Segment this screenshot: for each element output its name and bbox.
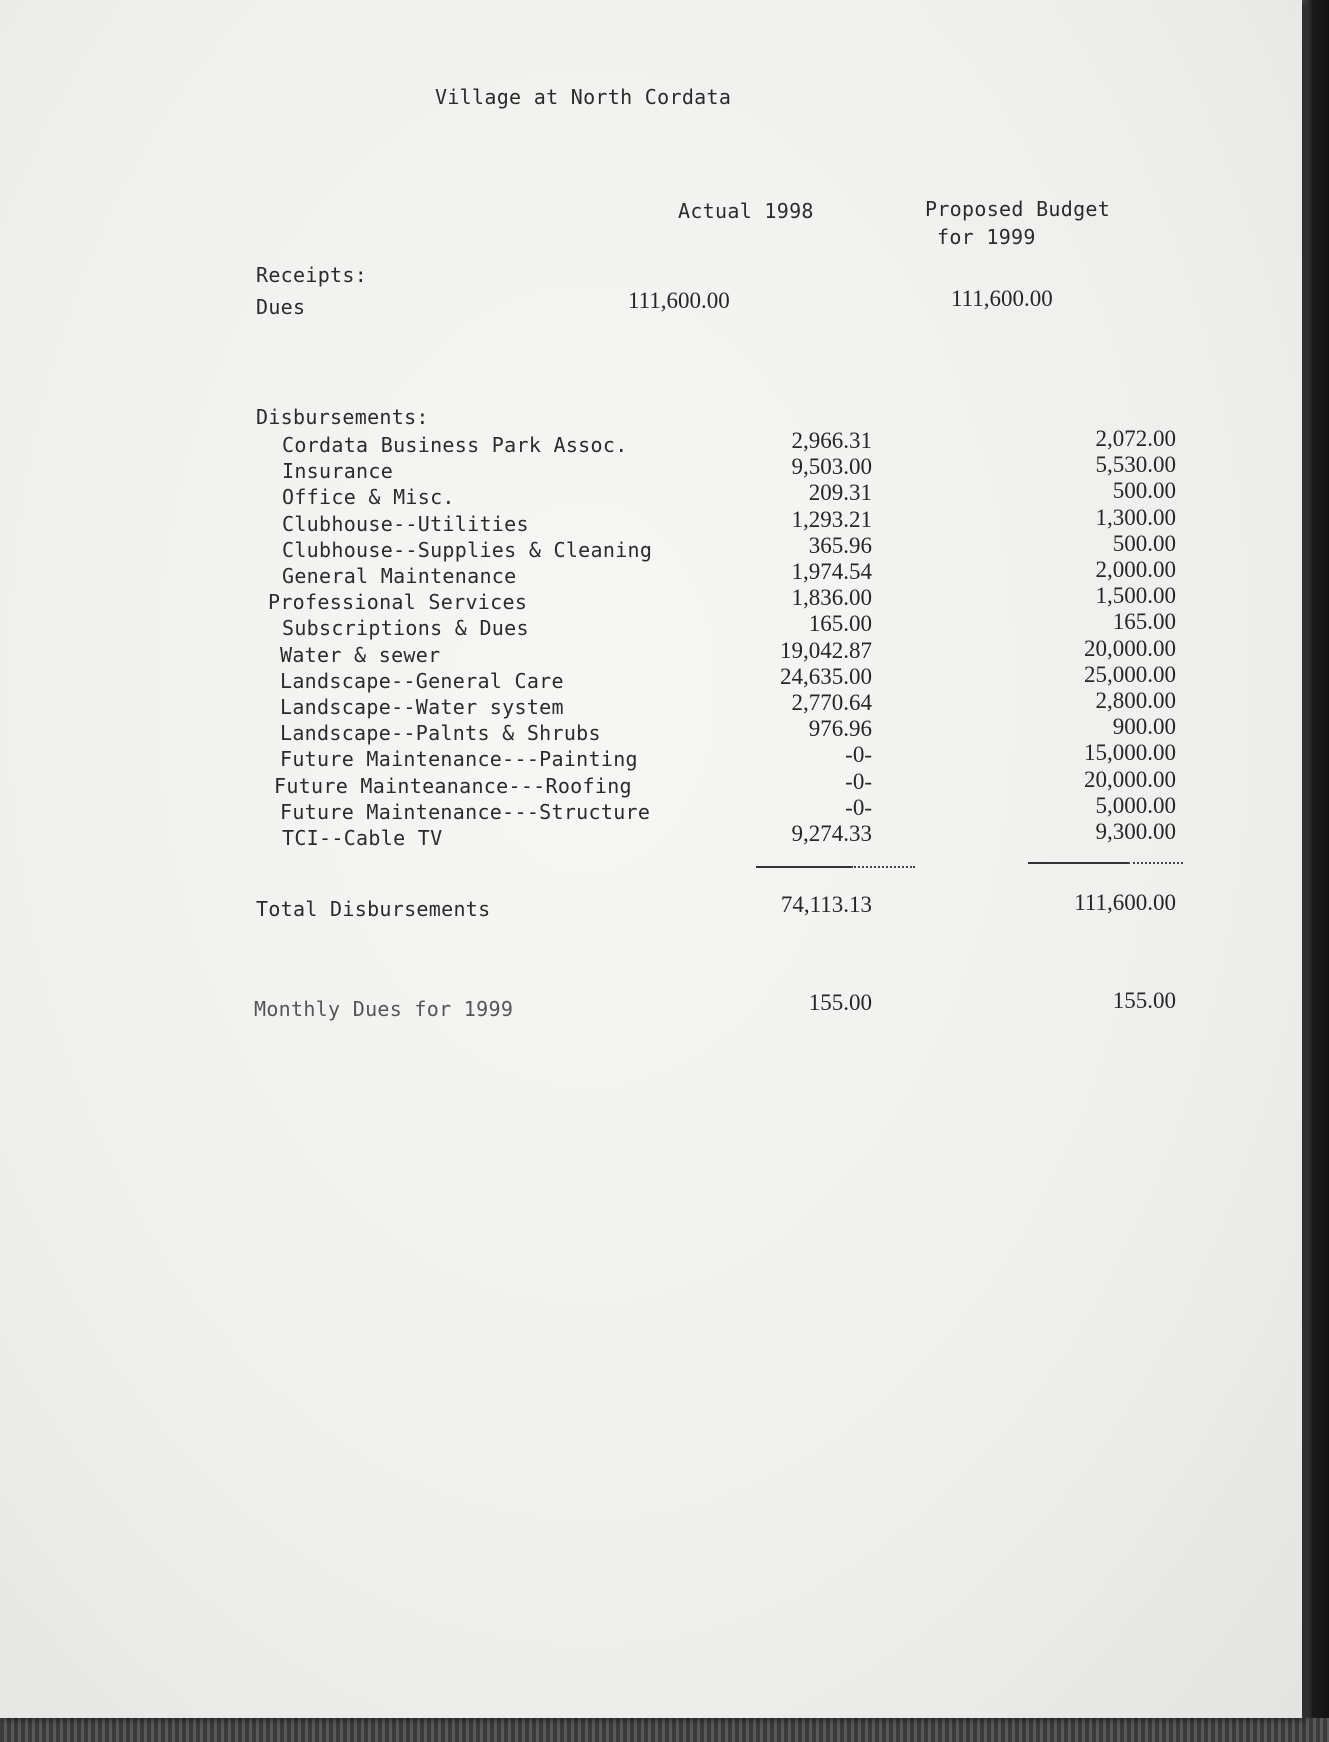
column-header-proposed-line1: Proposed Budget [925,197,1111,221]
actual-sum-rule [756,866,851,868]
disbursement-actual: 976.96 [808,716,872,741]
disbursement-proposed: 9,300.00 [1095,819,1176,844]
disbursement-actual: 365.96 [808,533,872,558]
disbursement-proposed: 1,500.00 [1095,583,1176,608]
disbursement-actual: 2,966.31 [791,428,872,453]
disbursement-label: Future Maintenance---Structure [280,800,651,824]
document-title: Village at North Cordata [435,85,732,109]
disbursement-label: Office & Misc. [282,485,455,509]
column-header-actual: Actual 1998 [678,199,814,223]
disbursement-label: Subscriptions & Dues [282,616,529,640]
total-disbursements-proposed: 111,600.00 [1074,890,1176,915]
disbursement-label: Landscape--General Care [280,669,564,693]
disbursement-actual: 1,974.54 [791,559,872,584]
disbursement-actual: 209.31 [808,480,872,505]
total-disbursements-actual: 74,113.13 [780,892,872,917]
disbursement-actual: -0- [845,742,872,767]
monthly-dues-proposed: 155.00 [1112,988,1176,1013]
monthly-dues-label: Monthly Dues for 1999 [254,997,514,1021]
surface-strip [0,1718,1329,1742]
disbursement-actual: -0- [845,795,872,820]
disbursement-label: Landscape--Water system [280,695,564,719]
dues-label: Dues [256,295,306,319]
disbursement-label: Cordata Business Park Assoc. [282,433,628,457]
disbursement-proposed: 500.00 [1112,531,1176,556]
disbursement-label: Water & sewer [280,643,441,667]
proposed-sum-rule [1028,862,1128,864]
proposed-sum-rule-dots [1128,862,1183,864]
disbursement-label: Professional Services [268,590,528,614]
disbursement-label: General Maintenance [282,564,517,588]
receipts-heading: Receipts: [256,263,368,287]
disbursement-label: Future Maintenance---Painting [280,747,638,771]
disbursement-actual: 9,503.00 [791,454,872,479]
actual-sum-rule-dots [851,866,915,868]
disbursement-proposed: 15,000.00 [1084,740,1176,765]
monthly-dues-actual: 155.00 [808,990,872,1015]
disbursement-actual: 165.00 [808,611,872,636]
disbursement-label: TCI--Cable TV [282,826,443,850]
binder-edge [1302,0,1329,1742]
disbursement-proposed: 5,530.00 [1095,452,1176,477]
disbursement-label: Clubhouse--Supplies & Cleaning [282,538,653,562]
disbursements-heading: Disbursements: [256,405,429,429]
disbursement-proposed: 500.00 [1112,478,1176,503]
dues-actual: 111,600.00 [628,288,730,313]
disbursement-proposed: 2,072.00 [1095,426,1176,451]
disbursement-actual: 24,635.00 [780,664,872,689]
disbursement-proposed: 2,800.00 [1095,688,1176,713]
disbursement-proposed: 20,000.00 [1084,636,1176,661]
disbursement-label: Landscape--Palnts & Shrubs [280,721,601,745]
disbursement-label: Clubhouse--Utilities [282,512,529,536]
disbursement-proposed: 25,000.00 [1084,662,1176,687]
disbursement-proposed: 2,000.00 [1095,557,1176,582]
disbursement-actual: 9,274.33 [791,821,872,846]
disbursement-proposed: 165.00 [1112,609,1176,634]
disbursement-actual: -0- [845,769,872,794]
disbursement-actual: 2,770.64 [791,690,872,715]
disbursement-proposed: 5,000.00 [1095,793,1176,818]
disbursement-label: Insurance [282,459,394,483]
total-disbursements-label: Total Disbursements [256,897,491,921]
disbursement-proposed: 900.00 [1112,714,1176,739]
disbursement-proposed: 20,000.00 [1084,767,1176,792]
disbursement-proposed: 1,300.00 [1095,505,1176,530]
disbursement-label: Future Mainteanance---Roofing [274,774,632,798]
disbursement-actual: 1,836.00 [791,585,872,610]
disbursement-actual: 1,293.21 [791,507,872,532]
column-header-proposed-line2: for 1999 [937,225,1036,249]
dues-proposed: 111,600.00 [951,286,1053,311]
disbursement-actual: 19,042.87 [780,638,872,663]
